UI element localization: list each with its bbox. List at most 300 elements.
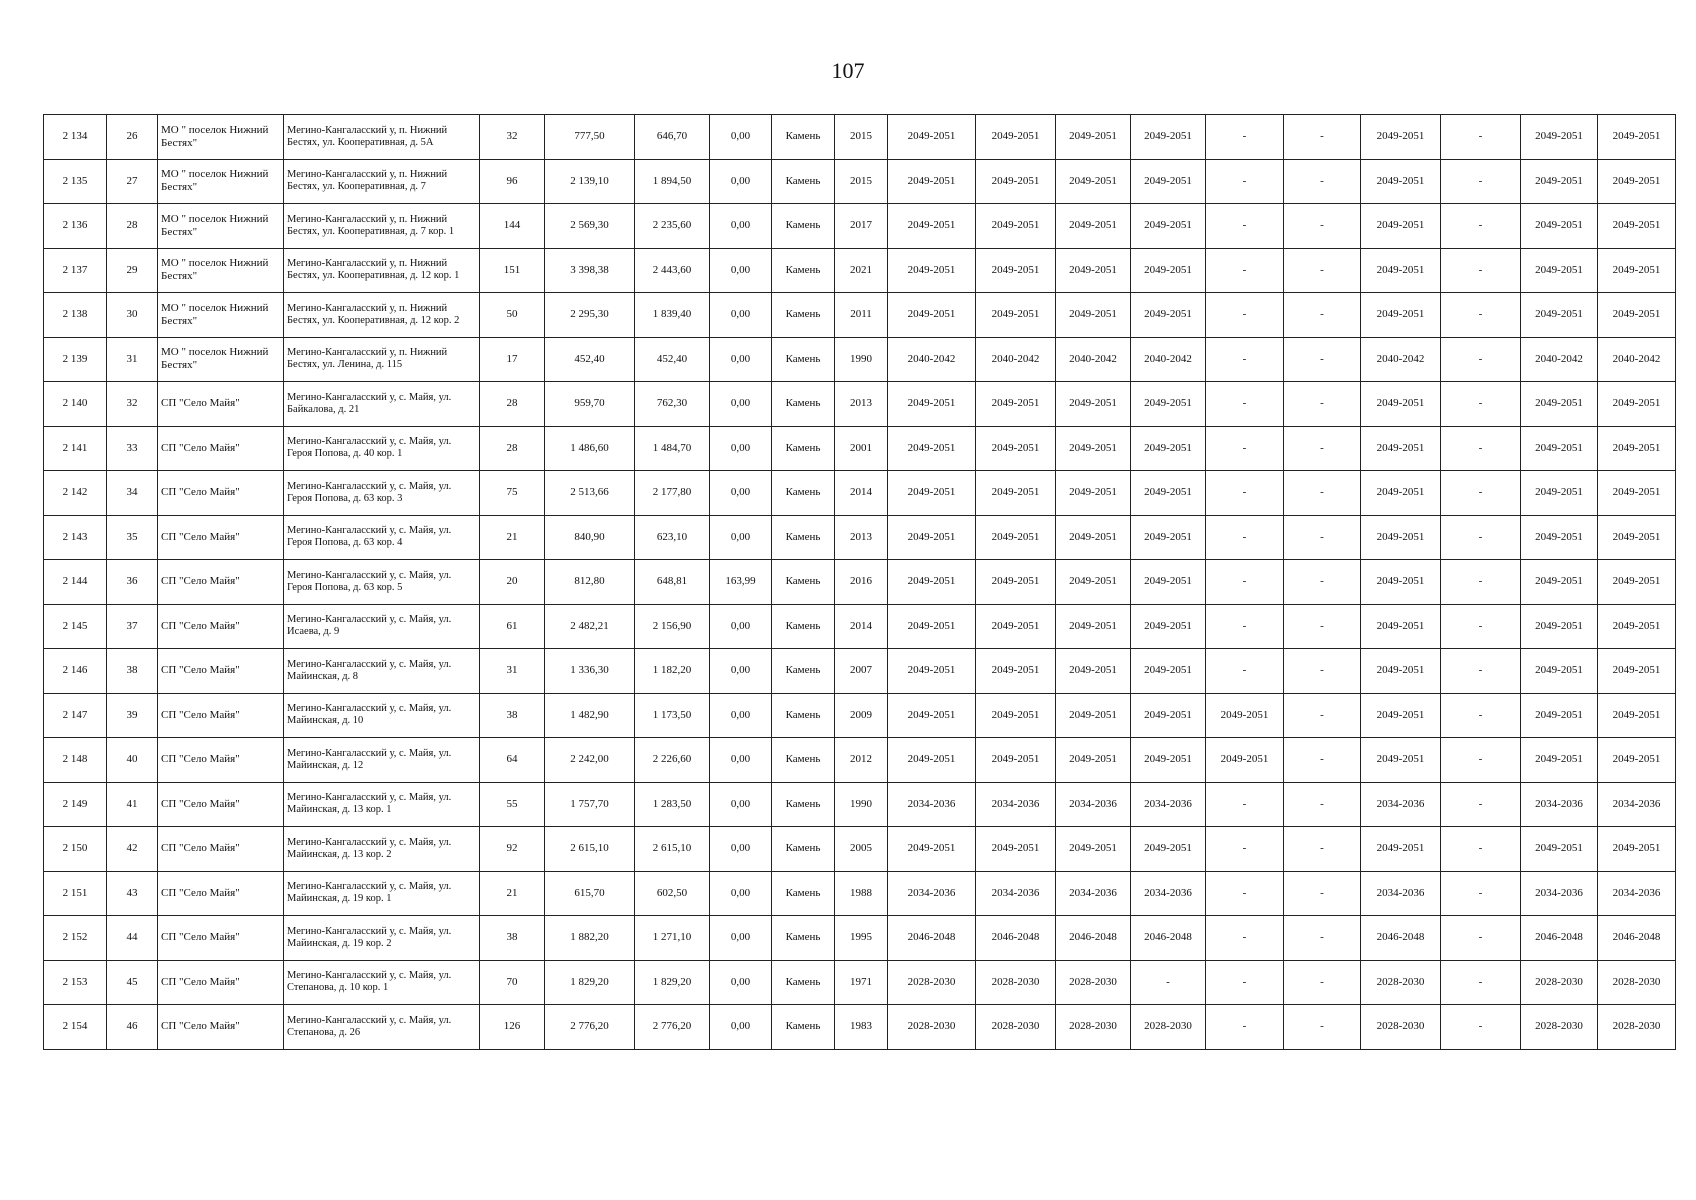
cell-row-number: 2 137: [44, 248, 107, 293]
cell-total-area: 1 336,30: [545, 649, 635, 694]
cell-period-3: 2049-2051: [1056, 471, 1131, 516]
table-row: [44, 916, 1676, 961]
cell-municipality: СП "Село Майя": [158, 1005, 284, 1050]
cell-wall-material: Камень: [772, 337, 835, 382]
cell-total-area: 452,40: [545, 337, 635, 382]
cell-period-8: -: [1441, 604, 1521, 649]
cell-residents: 144: [480, 204, 545, 249]
cell-municipality: СП "Село Майя": [158, 916, 284, 961]
cell-municipality: СП "Село Майя": [158, 515, 284, 560]
cell-period-8: -: [1441, 426, 1521, 471]
cell-living-area: 1 182,20: [635, 649, 710, 694]
cell-period-2: 2028-2030: [976, 960, 1056, 1005]
cell-row-number: 2 152: [44, 916, 107, 961]
cell-period-7: 2049-2051: [1361, 560, 1441, 605]
cell-wall-material: Камень: [772, 426, 835, 471]
cell-period-5: -: [1206, 560, 1284, 605]
cell-period-8: -: [1441, 649, 1521, 694]
cell-period-10: 2034-2036: [1598, 871, 1676, 916]
cell-residents: 75: [480, 471, 545, 516]
cell-municipality: СП "Село Майя": [158, 693, 284, 738]
cell-period-10: 2034-2036: [1598, 782, 1676, 827]
cell-period-3: 2049-2051: [1056, 827, 1131, 872]
cell-municipality: СП "Село Майя": [158, 604, 284, 649]
cell-row-number: 2 150: [44, 827, 107, 872]
cell-period-6: -: [1284, 738, 1361, 783]
cell-year-built: 1990: [835, 337, 888, 382]
cell-total-area: 2 569,30: [545, 204, 635, 249]
cell-row-number: 2 144: [44, 560, 107, 605]
cell-period-9: 2028-2030: [1521, 1005, 1598, 1050]
cell-total-area: 2 513,66: [545, 471, 635, 516]
cell-period-8: -: [1441, 782, 1521, 827]
cell-total-area: 1 757,70: [545, 782, 635, 827]
table-row: [44, 960, 1676, 1005]
cell-living-area: 1 283,50: [635, 782, 710, 827]
cell-period-5: -: [1206, 248, 1284, 293]
cell-period-5: -: [1206, 916, 1284, 961]
cell-period-2: 2046-2048: [976, 916, 1056, 961]
cell-period-3: 2034-2036: [1056, 871, 1131, 916]
cell-period-1: 2034-2036: [888, 871, 976, 916]
cell-period-9: 2049-2051: [1521, 159, 1598, 204]
cell-period-3: 2040-2042: [1056, 337, 1131, 382]
cell-nonresidential-area: 0,00: [710, 649, 772, 694]
cell-nonresidential-area: 0,00: [710, 515, 772, 560]
table-row: [44, 204, 1676, 249]
cell-period-6: -: [1284, 159, 1361, 204]
cell-nonresidential-area: 0,00: [710, 337, 772, 382]
cell-period-7: 2028-2030: [1361, 960, 1441, 1005]
cell-residents: 61: [480, 604, 545, 649]
cell-residents: 64: [480, 738, 545, 783]
cell-local-number: 39: [107, 693, 158, 738]
cell-period-10: 2049-2051: [1598, 827, 1676, 872]
cell-municipality: МО " поселок Нижний Бестях": [158, 337, 284, 382]
cell-period-9: 2049-2051: [1521, 827, 1598, 872]
cell-year-built: 2013: [835, 382, 888, 427]
table-row: [44, 159, 1676, 204]
cell-nonresidential-area: 0,00: [710, 1005, 772, 1050]
cell-period-8: -: [1441, 515, 1521, 560]
cell-address: Мегино-Кангаласский у, с. Майя, ул. Исаева, д. 9: [284, 604, 480, 649]
cell-wall-material: Камень: [772, 471, 835, 516]
cell-wall-material: Камень: [772, 827, 835, 872]
cell-period-4: 2049-2051: [1131, 382, 1206, 427]
cell-period-2: 2049-2051: [976, 248, 1056, 293]
cell-total-area: 1 486,60: [545, 426, 635, 471]
cell-period-10: 2049-2051: [1598, 115, 1676, 160]
cell-address: Мегино-Кангаласский у, с. Майя, ул. Степанова, д. 10 кор. 1: [284, 960, 480, 1005]
cell-address: Мегино-Кангаласский у, с. Майя, ул. Героя Попова, д. 63 кор. 4: [284, 515, 480, 560]
cell-period-1: 2028-2030: [888, 960, 976, 1005]
cell-period-4: 2034-2036: [1131, 782, 1206, 827]
cell-total-area: 2 482,21: [545, 604, 635, 649]
cell-residents: 151: [480, 248, 545, 293]
cell-period-6: -: [1284, 960, 1361, 1005]
cell-period-2: 2040-2042: [976, 337, 1056, 382]
cell-total-area: 2 295,30: [545, 293, 635, 338]
cell-total-area: 840,90: [545, 515, 635, 560]
cell-period-9: 2028-2030: [1521, 960, 1598, 1005]
cell-period-8: -: [1441, 693, 1521, 738]
cell-period-3: 2046-2048: [1056, 916, 1131, 961]
cell-municipality: СП "Село Майя": [158, 960, 284, 1005]
cell-local-number: 30: [107, 293, 158, 338]
cell-period-10: 2040-2042: [1598, 337, 1676, 382]
cell-row-number: 2 149: [44, 782, 107, 827]
housing-register-table: [43, 114, 1676, 1050]
cell-period-4: 2049-2051: [1131, 471, 1206, 516]
cell-wall-material: Камень: [772, 560, 835, 605]
cell-municipality: СП "Село Майя": [158, 382, 284, 427]
cell-period-9: 2049-2051: [1521, 649, 1598, 694]
cell-period-6: -: [1284, 337, 1361, 382]
cell-period-6: -: [1284, 426, 1361, 471]
cell-local-number: 44: [107, 916, 158, 961]
cell-living-area: 2 177,80: [635, 471, 710, 516]
cell-year-built: 2001: [835, 426, 888, 471]
cell-period-8: -: [1441, 1005, 1521, 1050]
cell-wall-material: Камень: [772, 115, 835, 160]
cell-period-4: 2049-2051: [1131, 204, 1206, 249]
table-row: [44, 337, 1676, 382]
cell-nonresidential-area: 0,00: [710, 693, 772, 738]
cell-wall-material: Камень: [772, 693, 835, 738]
cell-period-7: 2049-2051: [1361, 248, 1441, 293]
cell-period-8: -: [1441, 916, 1521, 961]
cell-municipality: МО " поселок Нижний Бестях": [158, 115, 284, 160]
cell-total-area: 3 398,38: [545, 248, 635, 293]
table-row: [44, 604, 1676, 649]
cell-local-number: 37: [107, 604, 158, 649]
cell-year-built: 2013: [835, 515, 888, 560]
cell-wall-material: Камень: [772, 382, 835, 427]
cell-period-7: 2049-2051: [1361, 426, 1441, 471]
cell-period-1: 2034-2036: [888, 782, 976, 827]
cell-period-4: 2049-2051: [1131, 649, 1206, 694]
cell-period-10: 2049-2051: [1598, 649, 1676, 694]
cell-living-area: 602,50: [635, 871, 710, 916]
cell-period-6: -: [1284, 382, 1361, 427]
cell-period-3: 2049-2051: [1056, 693, 1131, 738]
cell-period-3: 2049-2051: [1056, 604, 1131, 649]
cell-wall-material: Камень: [772, 649, 835, 694]
table-row: [44, 426, 1676, 471]
cell-living-area: 623,10: [635, 515, 710, 560]
cell-residents: 28: [480, 426, 545, 471]
cell-period-3: 2028-2030: [1056, 960, 1131, 1005]
cell-period-8: -: [1441, 248, 1521, 293]
cell-nonresidential-area: 0,00: [710, 604, 772, 649]
cell-period-2: 2028-2030: [976, 1005, 1056, 1050]
cell-period-7: 2034-2036: [1361, 782, 1441, 827]
cell-period-2: 2049-2051: [976, 115, 1056, 160]
cell-wall-material: Камень: [772, 916, 835, 961]
cell-living-area: 762,30: [635, 382, 710, 427]
cell-period-3: 2049-2051: [1056, 382, 1131, 427]
cell-period-10: 2049-2051: [1598, 471, 1676, 516]
cell-municipality: СП "Село Майя": [158, 782, 284, 827]
cell-row-number: 2 139: [44, 337, 107, 382]
cell-period-3: 2028-2030: [1056, 1005, 1131, 1050]
cell-period-2: 2049-2051: [976, 426, 1056, 471]
cell-period-1: 2049-2051: [888, 515, 976, 560]
cell-year-built: 1995: [835, 916, 888, 961]
table-body: [44, 115, 1676, 1050]
cell-period-3: 2049-2051: [1056, 515, 1131, 560]
cell-living-area: 2 443,60: [635, 248, 710, 293]
cell-period-9: 2034-2036: [1521, 782, 1598, 827]
cell-period-10: 2046-2048: [1598, 916, 1676, 961]
cell-period-2: 2034-2036: [976, 782, 1056, 827]
cell-wall-material: Камень: [772, 604, 835, 649]
cell-period-1: 2049-2051: [888, 159, 976, 204]
cell-year-built: 2014: [835, 471, 888, 516]
cell-period-10: 2049-2051: [1598, 515, 1676, 560]
cell-period-9: 2049-2051: [1521, 426, 1598, 471]
cell-nonresidential-area: 0,00: [710, 115, 772, 160]
cell-period-1: 2049-2051: [888, 604, 976, 649]
cell-period-5: -: [1206, 382, 1284, 427]
cell-year-built: 2017: [835, 204, 888, 249]
cell-nonresidential-area: 0,00: [710, 871, 772, 916]
cell-period-4: 2049-2051: [1131, 426, 1206, 471]
cell-period-10: 2049-2051: [1598, 248, 1676, 293]
cell-local-number: 38: [107, 649, 158, 694]
cell-period-9: 2049-2051: [1521, 293, 1598, 338]
cell-living-area: 1 484,70: [635, 426, 710, 471]
cell-period-2: 2049-2051: [976, 560, 1056, 605]
cell-municipality: СП "Село Майя": [158, 426, 284, 471]
cell-period-3: 2049-2051: [1056, 248, 1131, 293]
cell-row-number: 2 141: [44, 426, 107, 471]
cell-period-6: -: [1284, 1005, 1361, 1050]
cell-period-4: 2049-2051: [1131, 827, 1206, 872]
cell-address: Мегино-Кангаласский у, с. Майя, ул. Майинская, д. 13 кор. 1: [284, 782, 480, 827]
cell-living-area: 452,40: [635, 337, 710, 382]
cell-row-number: 2 153: [44, 960, 107, 1005]
cell-period-8: -: [1441, 204, 1521, 249]
cell-residents: 21: [480, 515, 545, 560]
cell-residents: 38: [480, 916, 545, 961]
cell-municipality: СП "Село Майя": [158, 827, 284, 872]
cell-period-7: 2049-2051: [1361, 382, 1441, 427]
cell-period-10: 2049-2051: [1598, 426, 1676, 471]
table-row: [44, 471, 1676, 516]
cell-period-8: -: [1441, 293, 1521, 338]
cell-residents: 126: [480, 1005, 545, 1050]
cell-period-7: 2049-2051: [1361, 293, 1441, 338]
cell-period-9: 2046-2048: [1521, 916, 1598, 961]
cell-period-8: -: [1441, 159, 1521, 204]
cell-residents: 70: [480, 960, 545, 1005]
cell-municipality: СП "Село Майя": [158, 649, 284, 694]
cell-year-built: 2012: [835, 738, 888, 783]
cell-period-3: 2049-2051: [1056, 204, 1131, 249]
cell-period-3: 2049-2051: [1056, 426, 1131, 471]
cell-period-9: 2034-2036: [1521, 871, 1598, 916]
cell-municipality: СП "Село Майя": [158, 738, 284, 783]
cell-period-4: 2049-2051: [1131, 115, 1206, 160]
cell-period-6: -: [1284, 782, 1361, 827]
cell-nonresidential-area: 0,00: [710, 426, 772, 471]
cell-address: Мегино-Кангаласский у, п. Нижний Бестях, ул. Кооперативная, д. 7 кор. 1: [284, 204, 480, 249]
table-row: [44, 1005, 1676, 1050]
cell-period-4: 2049-2051: [1131, 560, 1206, 605]
table-row: [44, 871, 1676, 916]
cell-period-1: 2049-2051: [888, 248, 976, 293]
cell-period-8: -: [1441, 560, 1521, 605]
cell-period-3: 2049-2051: [1056, 159, 1131, 204]
cell-period-10: 2049-2051: [1598, 604, 1676, 649]
cell-period-1: 2049-2051: [888, 382, 976, 427]
cell-period-5: 2049-2051: [1206, 693, 1284, 738]
cell-residents: 28: [480, 382, 545, 427]
cell-nonresidential-area: 0,00: [710, 293, 772, 338]
cell-residents: 31: [480, 649, 545, 694]
cell-period-10: 2049-2051: [1598, 382, 1676, 427]
cell-row-number: 2 147: [44, 693, 107, 738]
cell-period-5: -: [1206, 604, 1284, 649]
cell-period-2: 2049-2051: [976, 649, 1056, 694]
cell-total-area: 2 615,10: [545, 827, 635, 872]
cell-living-area: 648,81: [635, 560, 710, 605]
cell-period-8: -: [1441, 471, 1521, 516]
cell-period-8: -: [1441, 382, 1521, 427]
cell-year-built: 2007: [835, 649, 888, 694]
cell-living-area: 1 271,10: [635, 916, 710, 961]
cell-wall-material: Камень: [772, 293, 835, 338]
cell-residents: 55: [480, 782, 545, 827]
cell-period-6: -: [1284, 560, 1361, 605]
cell-period-10: 2028-2030: [1598, 960, 1676, 1005]
cell-period-5: -: [1206, 426, 1284, 471]
cell-residents: 92: [480, 827, 545, 872]
cell-row-number: 2 134: [44, 115, 107, 160]
cell-period-5: -: [1206, 293, 1284, 338]
cell-period-9: 2040-2042: [1521, 337, 1598, 382]
cell-year-built: 1983: [835, 1005, 888, 1050]
cell-period-2: 2049-2051: [976, 604, 1056, 649]
cell-municipality: СП "Село Майя": [158, 871, 284, 916]
cell-total-area: 2 242,00: [545, 738, 635, 783]
cell-period-7: 2049-2051: [1361, 515, 1441, 560]
cell-period-7: 2049-2051: [1361, 604, 1441, 649]
cell-period-10: 2049-2051: [1598, 560, 1676, 605]
cell-period-9: 2049-2051: [1521, 382, 1598, 427]
cell-row-number: 2 151: [44, 871, 107, 916]
cell-row-number: 2 142: [44, 471, 107, 516]
cell-period-9: 2049-2051: [1521, 204, 1598, 249]
cell-period-9: 2049-2051: [1521, 471, 1598, 516]
cell-living-area: 1 839,40: [635, 293, 710, 338]
cell-nonresidential-area: 0,00: [710, 204, 772, 249]
cell-municipality: МО " поселок Нижний Бестях": [158, 293, 284, 338]
cell-period-5: -: [1206, 827, 1284, 872]
table-row: [44, 782, 1676, 827]
cell-total-area: 959,70: [545, 382, 635, 427]
cell-row-number: 2 135: [44, 159, 107, 204]
cell-period-1: 2040-2042: [888, 337, 976, 382]
cell-period-10: 2049-2051: [1598, 693, 1676, 738]
table-row: [44, 515, 1676, 560]
table-row: [44, 693, 1676, 738]
cell-local-number: 31: [107, 337, 158, 382]
cell-wall-material: Камень: [772, 204, 835, 249]
cell-living-area: 2 226,60: [635, 738, 710, 783]
cell-living-area: 646,70: [635, 115, 710, 160]
cell-local-number: 43: [107, 871, 158, 916]
cell-period-5: -: [1206, 471, 1284, 516]
cell-year-built: 1988: [835, 871, 888, 916]
cell-residents: 32: [480, 115, 545, 160]
cell-address: Мегино-Кангаласский у, п. Нижний Бестях, ул. Ленина, д. 115: [284, 337, 480, 382]
page-number: 107: [831, 58, 865, 83]
cell-row-number: 2 140: [44, 382, 107, 427]
cell-period-10: 2049-2051: [1598, 293, 1676, 338]
cell-period-5: -: [1206, 159, 1284, 204]
cell-year-built: 2015: [835, 159, 888, 204]
cell-period-3: 2049-2051: [1056, 560, 1131, 605]
cell-period-2: 2049-2051: [976, 693, 1056, 738]
cell-period-4: -: [1131, 960, 1206, 1005]
cell-period-3: 2049-2051: [1056, 738, 1131, 783]
cell-period-4: 2049-2051: [1131, 159, 1206, 204]
cell-year-built: 2016: [835, 560, 888, 605]
cell-address: Мегино-Кангаласский у, с. Майя, ул. Героя Попова, д. 40 кор. 1: [284, 426, 480, 471]
cell-period-8: -: [1441, 960, 1521, 1005]
cell-period-4: 2049-2051: [1131, 515, 1206, 560]
cell-local-number: 45: [107, 960, 158, 1005]
cell-period-6: -: [1284, 471, 1361, 516]
cell-wall-material: Камень: [772, 871, 835, 916]
cell-wall-material: Камень: [772, 782, 835, 827]
cell-period-6: -: [1284, 871, 1361, 916]
cell-period-2: 2049-2051: [976, 293, 1056, 338]
cell-nonresidential-area: 0,00: [710, 782, 772, 827]
cell-total-area: 812,80: [545, 560, 635, 605]
cell-local-number: 46: [107, 1005, 158, 1050]
cell-row-number: 2 148: [44, 738, 107, 783]
cell-nonresidential-area: 163,99: [710, 560, 772, 605]
cell-period-2: 2034-2036: [976, 871, 1056, 916]
cell-period-9: 2049-2051: [1521, 604, 1598, 649]
cell-nonresidential-area: 0,00: [710, 248, 772, 293]
cell-period-8: -: [1441, 337, 1521, 382]
cell-municipality: СП "Село Майя": [158, 560, 284, 605]
cell-period-8: -: [1441, 871, 1521, 916]
cell-residents: 38: [480, 693, 545, 738]
cell-nonresidential-area: 0,00: [710, 960, 772, 1005]
cell-period-4: 2034-2036: [1131, 871, 1206, 916]
cell-address: Мегино-Кангаласский у, с. Майя, ул. Степанова, д. 26: [284, 1005, 480, 1050]
cell-nonresidential-area: 0,00: [710, 382, 772, 427]
cell-total-area: 1 482,90: [545, 693, 635, 738]
cell-wall-material: Камень: [772, 248, 835, 293]
cell-wall-material: Камень: [772, 738, 835, 783]
cell-wall-material: Камень: [772, 515, 835, 560]
cell-municipality: СП "Село Майя": [158, 471, 284, 516]
table-row: [44, 827, 1676, 872]
cell-living-area: 1 173,50: [635, 693, 710, 738]
cell-municipality: МО " поселок Нижний Бестях": [158, 159, 284, 204]
cell-period-4: 2049-2051: [1131, 738, 1206, 783]
cell-address: Мегино-Кангаласский у, п. Нижний Бестях, ул. Кооперативная, д. 12 кор. 1: [284, 248, 480, 293]
cell-total-area: 1 829,20: [545, 960, 635, 1005]
cell-period-4: 2028-2030: [1131, 1005, 1206, 1050]
cell-period-4: 2049-2051: [1131, 293, 1206, 338]
